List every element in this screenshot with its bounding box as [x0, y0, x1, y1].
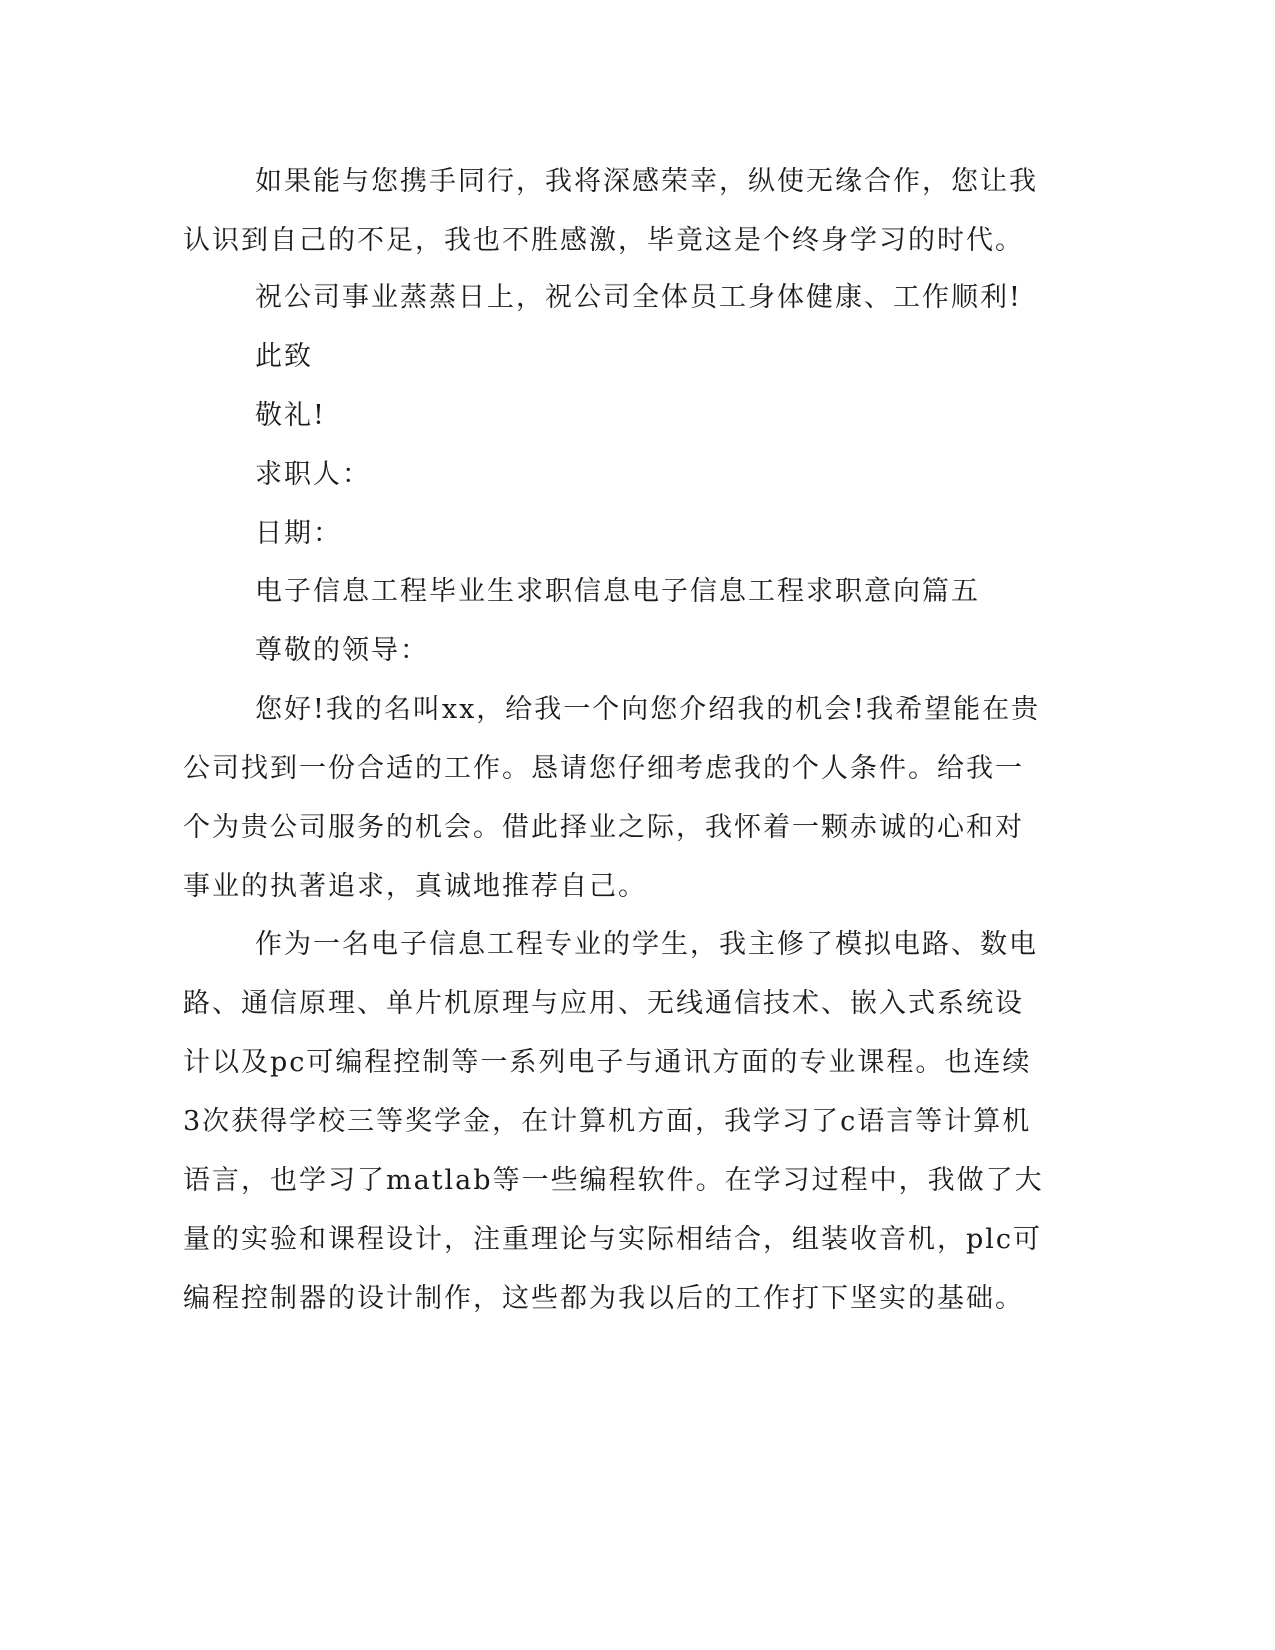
date-label: 日期： — [255, 518, 342, 549]
applicant-label: 求职人： — [255, 459, 371, 490]
closing-line-1: 此致 — [255, 341, 313, 372]
paragraph-education: 作为一名电子信息工程专业的学生，我主修了模拟电路、数电路、通信原理、单片机原理与应用、无线通信技术、嵌入式系统设计以及pc可编程控制等一系列电子与通讯方面的专业课程。也连续3次获得学校三等奖学金，在计算机方面，我学习了c语言等计算机语言，也学习了matlab等一些编程软件。在学习过程中，我做了大量的实验和课程设计，注重理论与实际相结合，组装收音机，plc可编程控制器的设计制作，这些都为我以后的工作打下坚实的基础。 — [183, 929, 1044, 1314]
section-title: 电子信息工程毕业生求职信息电子信息工程求职意向篇五 — [255, 576, 980, 607]
closing-line-2: 敬礼! — [255, 400, 326, 431]
paragraph-wishes: 祝公司事业蒸蒸日上，祝公司全体员工身体健康、工作顺利! — [255, 282, 1022, 313]
salutation: 尊敬的领导： — [255, 635, 429, 666]
paragraph-gratitude: 如果能与您携手同行，我将深感荣幸，纵使无缘合作，您让我认识到自己的不足，我也不胜感激，毕竟这是个终身学习的时代。 — [183, 166, 1038, 256]
paragraph-introduction: 您好!我的名叫xx，给我一个向您介绍我的机会!我希望能在贵公司找到一份合适的工作。恳请您仔细考虑我的个人条件。给我一个为贵公司服务的机会。借此择业之际，我怀着一颗赤诚的心和对事业的执著追求，真诚地推荐自己。 — [183, 694, 1041, 902]
